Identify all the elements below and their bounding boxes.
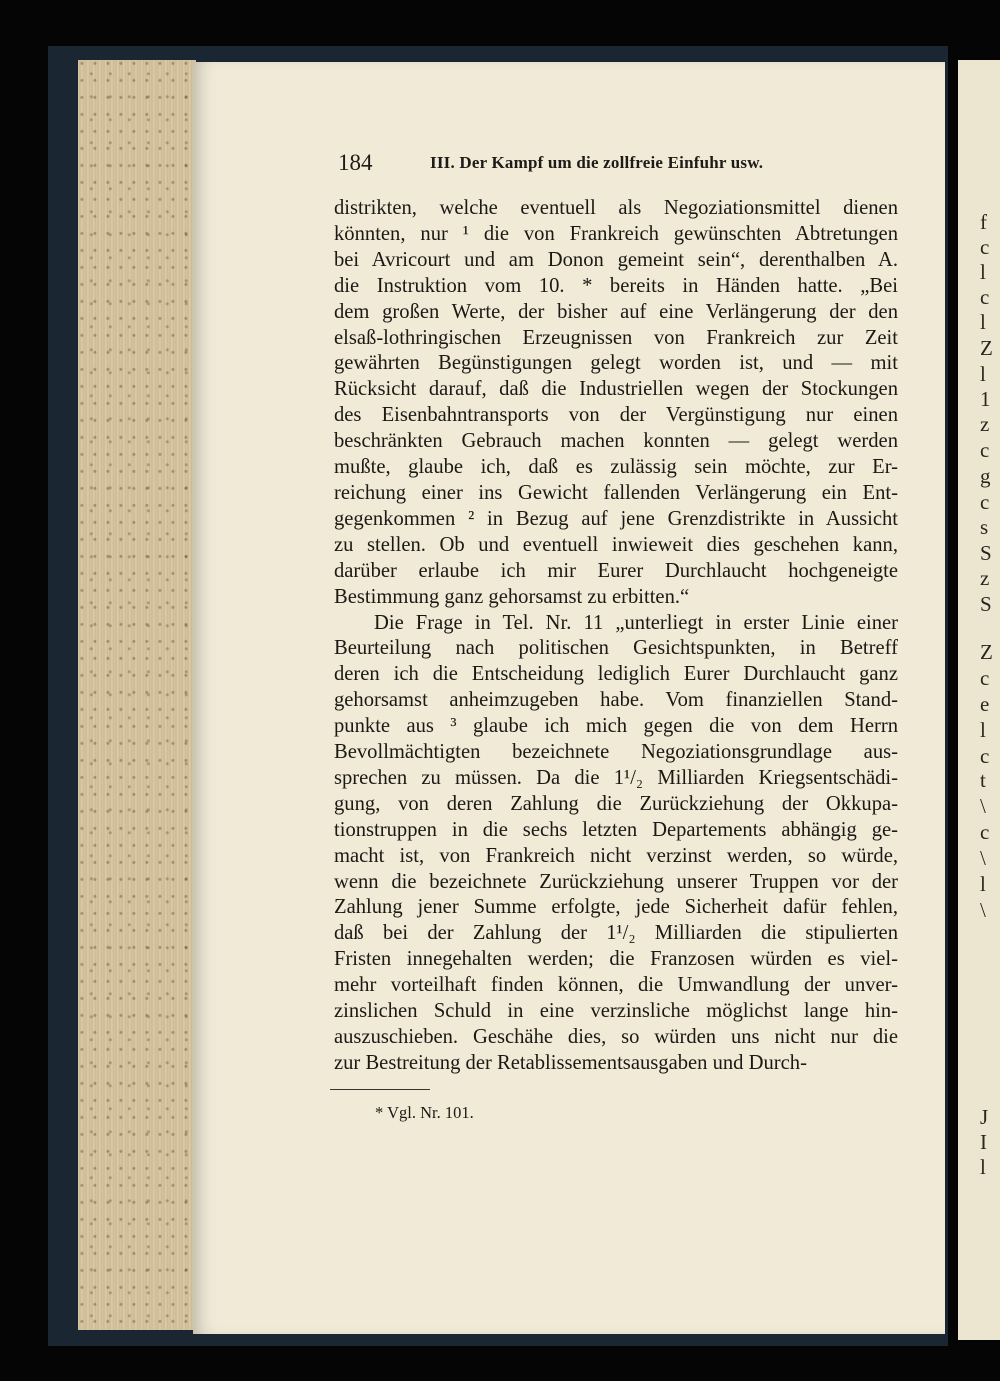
facing-page-fragment: s <box>980 515 989 539</box>
facing-page-fragment: l <box>980 718 986 742</box>
text-line: dem großen Werte, der bisher auf eine Verlängerung der den <box>334 300 898 323</box>
text-line: gewährten Begünstigungen gelegt worden ist, und — mit <box>334 352 898 375</box>
page-header <box>338 150 898 180</box>
facing-page-fragment: 1 <box>980 387 991 411</box>
facing-page-fragment: c <box>980 666 990 690</box>
text-line: Bevollmächtigten bezeichnete Negoziationsgrundlage aus- <box>334 741 898 764</box>
text-line: Zahlung jener Summe erfolgte, jede Sicherheit dafür fehlen, <box>334 896 898 919</box>
facing-page-fragment: l <box>980 310 986 334</box>
text-line: darüber erlaube ich mir Eurer Durchlaucht hochgeneigte <box>334 559 898 582</box>
text-line: punkte aus ³ glaube ich mich gegen die von dem Herrn <box>334 715 898 738</box>
body-text <box>334 196 898 1077</box>
facing-page-fragment: l <box>980 1155 986 1179</box>
facing-page-fragment: c <box>980 285 990 309</box>
facing-page-fragment: Z <box>980 336 993 360</box>
text-line: Rücksicht darauf, daß die Industriellen wegen der Stockungen <box>334 378 898 401</box>
text-line: wenn die bezeichnete Zurückziehung unserer Truppen vor der <box>334 870 898 893</box>
facing-page-fragment: J <box>980 1105 989 1129</box>
page-edges <box>78 60 196 1330</box>
page-number: 184 <box>338 150 373 175</box>
facing-page-fragment: t <box>980 768 986 792</box>
text-line: mußte, glaube ich, daß es zulässig sein möchte, zur Er- <box>334 456 898 479</box>
facing-page-fragment: g <box>980 464 991 488</box>
text-line: gegenkommen ² in Bezug auf jene Grenzdistrikte in Aussicht <box>334 507 898 530</box>
facing-page-fragment: c <box>980 490 990 514</box>
footnote-rule <box>330 1089 430 1090</box>
text-line: mehr vorteilhaft finden können, die Umwandlung der unver- <box>334 974 898 997</box>
text-line: elsaß-lothringischen Erzeugnissen von Frankreich zur Zeit <box>334 326 898 349</box>
facing-page-fragment: Z <box>980 640 993 664</box>
facing-page-fragment: c <box>980 235 990 259</box>
text-line: gehorsamst anheimzugeben habe. Vom finanziellen Stand- <box>334 689 898 712</box>
facing-page-fragment: c <box>980 744 990 768</box>
text-line: daß bei der Zahlung der 1¹/₂ Milliarden die stipulierten <box>334 922 898 945</box>
facing-page-fragment: c <box>980 438 990 462</box>
facing-page-fragment: l <box>980 260 986 284</box>
text-line: deren ich die Entscheidung lediglich Eurer Durchlaucht ganz <box>334 663 898 686</box>
facing-page-fragment: z <box>980 566 990 590</box>
text-line: zur Bestreitung der Retablissementsausgaben und Durch- <box>334 1051 807 1074</box>
facing-page-fragment: \ <box>980 898 986 922</box>
running-title: III. Der Kampf um die zollfreie Einfuhr usw. <box>430 153 764 172</box>
text-line: auszuschieben. Geschähe dies, so würden uns nicht nur die <box>334 1026 898 1048</box>
text-line: sprechen zu müssen. Da die 1¹/₂ Milliarden Kriegsentschädi- <box>334 766 898 789</box>
text-line: gung, von deren Zahlung die Zurückziehung der Okkupa- <box>334 792 898 815</box>
text-line: distrikten, welche eventuell als Negoziationsmittel dienen <box>334 197 898 219</box>
text-line: Beurteilung nach politischen Gesichtspunkten, in Betreff <box>334 637 898 660</box>
footnote: * Vgl. Nr. 101. <box>375 1103 474 1122</box>
text-line: könnten, nur ¹ die von Frankreich gewünschten Abtretungen <box>334 222 898 245</box>
facing-page <box>958 60 1000 1340</box>
text-line: zinslichen Schuld in eine verzinsliche möglichst lange hin- <box>334 1000 898 1023</box>
facing-page-fragment: l <box>980 362 986 386</box>
facing-page-fragment: \ <box>980 794 986 818</box>
text-line: Bestimmung ganz gehorsamst zu erbitten.“ <box>334 585 690 608</box>
text-line: des Eisenbahntransports von der Vergünstigung nur einen <box>334 404 898 427</box>
facing-page-fragment: c <box>980 820 990 844</box>
text-line: reichung einer ins Gewicht fallenden Verlängerung ein Ent- <box>334 481 898 504</box>
text-line: Fristen innegehalten werden; die Franzosen würden es viel- <box>334 948 898 971</box>
text-line: tionstruppen in die sechs letzten Departements abhängig ge- <box>334 818 898 841</box>
facing-page-fragment: e <box>980 692 990 716</box>
facing-page-fragment: f <box>980 210 987 234</box>
text-line: Die Frage in Tel. Nr. 11 „unterliegt in erster Linie einer <box>374 611 898 634</box>
text-line: macht ist, von Frankreich nicht verzinst werden, so würde, <box>334 844 898 867</box>
facing-page-fragment: S <box>980 592 992 616</box>
facing-page-fragment: z <box>980 412 990 436</box>
text-line: beschränkten Gebrauch machen konnten — gelegt werden <box>334 430 898 453</box>
text-line: zu stellen. Ob und eventuell inwieweit dies geschehen kann, <box>334 533 898 556</box>
facing-page-fragment: l <box>980 872 986 896</box>
facing-page-fragment: S <box>980 541 992 565</box>
text-line: die Instruktion vom 10. * bereits in Händen hatte. „Bei <box>334 274 898 297</box>
text-line: bei Avricourt und am Donon gemeint sein“, derenthalben A. <box>334 248 898 271</box>
facing-page-fragment: \ <box>980 846 986 870</box>
facing-page-fragment: I <box>980 1130 987 1154</box>
